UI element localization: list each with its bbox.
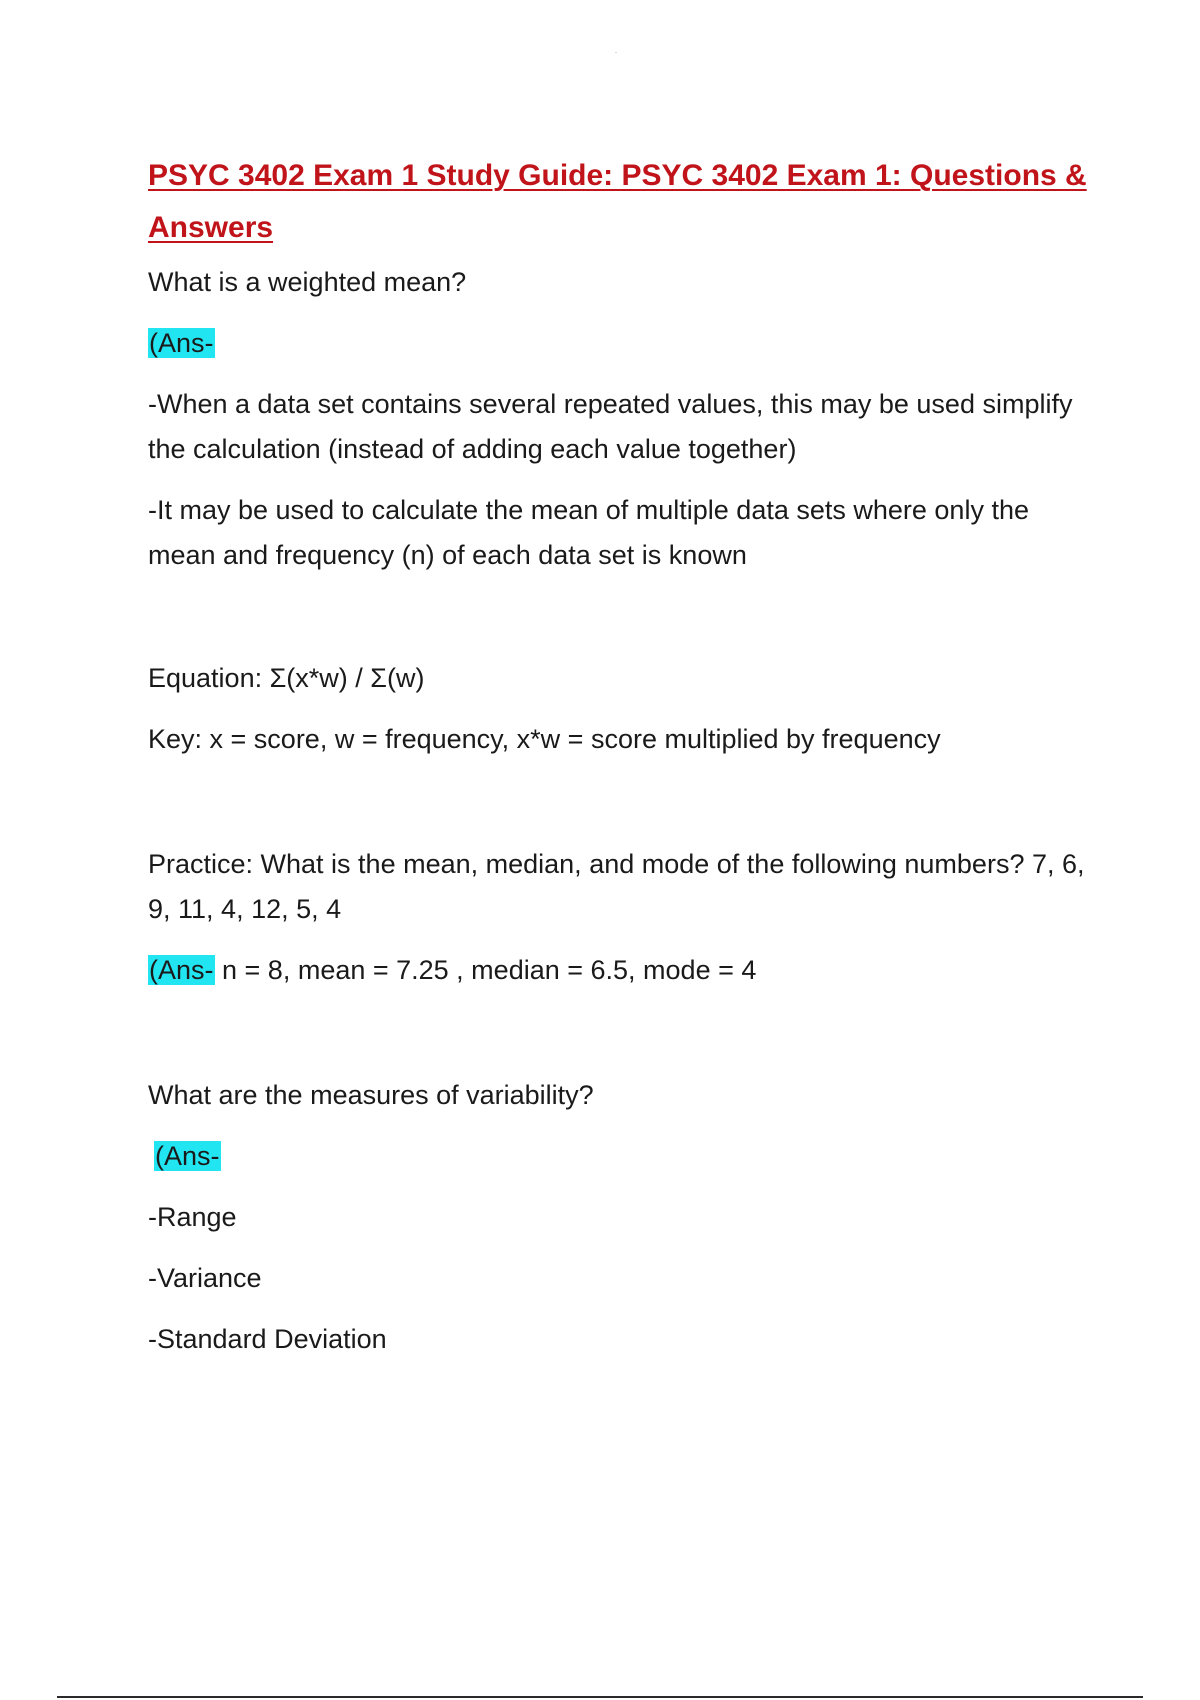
- scan-speck: [615, 52, 617, 53]
- list-item-variance: -Variance: [148, 1263, 262, 1293]
- answer-tag: (Ans-: [149, 328, 214, 358]
- answer-text: n = 8, mean = 7.25 , median = 6.5, mode = 4: [214, 955, 757, 985]
- answer-paragraph-2: -It may be used to calculate the mean of multiple data sets where only the mean and frequency (n) of each data set is known: [148, 495, 1037, 570]
- question-weighted-mean: What is a weighted mean?: [148, 267, 467, 297]
- list-item-range: -Range: [148, 1202, 237, 1232]
- question-practice: Practice: What is the mean, median, and mode of the following numbers? 7, 6, 9, 11, 4, 12, 5, 4: [148, 849, 1093, 924]
- document-content: [148, 150, 1093, 1362]
- answer-paragraph-1: -When a data set contains several repeated values, this may be used simplify the calculation (instead of adding each value together): [148, 389, 1080, 464]
- question-variability: What are the measures of variability?: [148, 1080, 594, 1110]
- answer-tag: (Ans-: [149, 955, 214, 985]
- key-line: Key: x = score, w = frequency, x*w = score multiplied by frequency: [148, 724, 941, 754]
- answer-block-1: [148, 321, 1088, 366]
- page-bottom-rule: [57, 1696, 1143, 1698]
- list-item-standard-deviation: -Standard Deviation: [148, 1324, 387, 1354]
- answer-line-practice: [148, 948, 1088, 993]
- answer-block-3: [148, 1134, 1088, 1179]
- page-title: PSYC 3402 Exam 1 Study Guide: PSYC 3402 Exam 1: Questions & Answers: [148, 159, 1087, 244]
- equation-line: Equation: Σ(x*w) / Σ(w): [148, 663, 425, 693]
- answer-tag: (Ans-: [155, 1141, 220, 1171]
